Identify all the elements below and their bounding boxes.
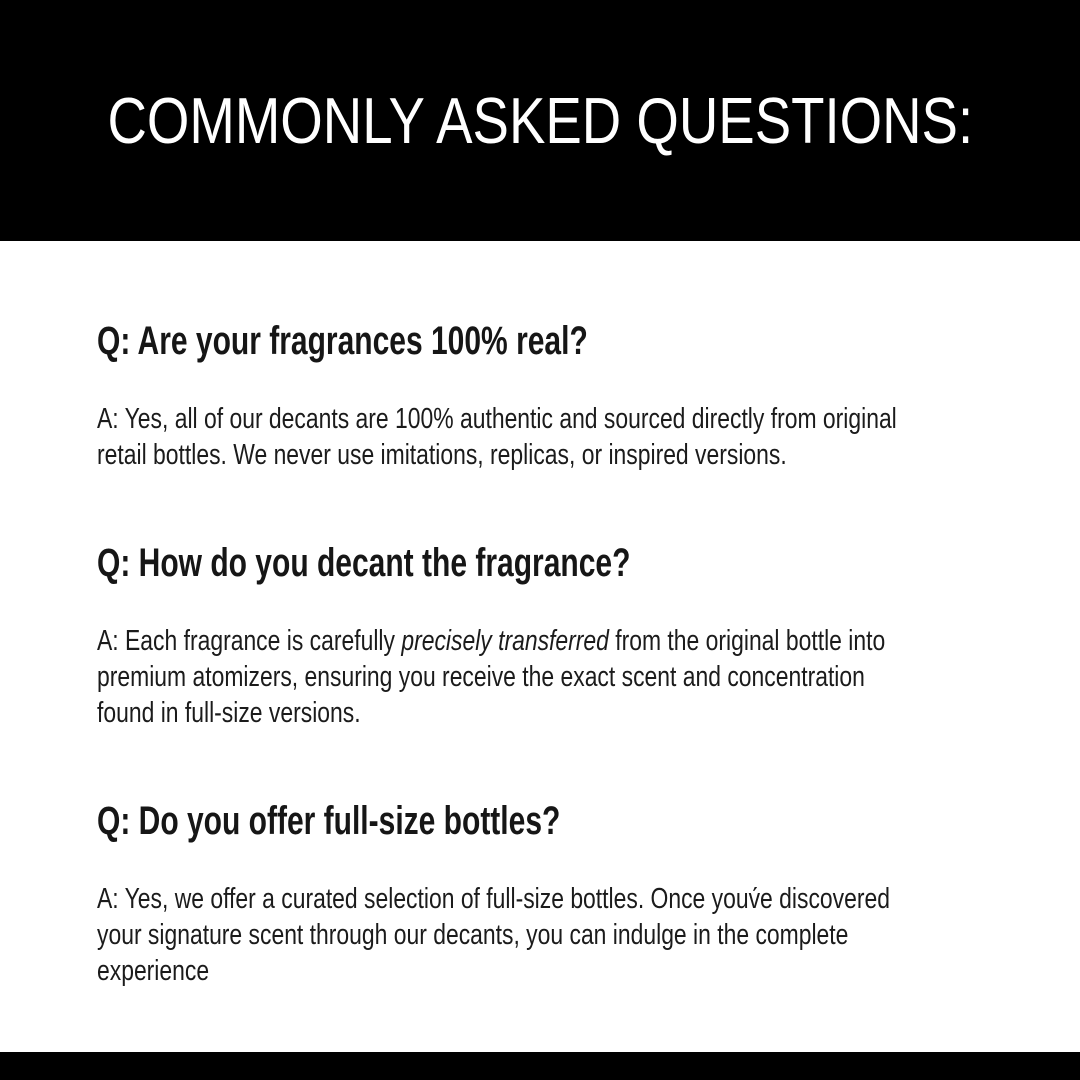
answer-line: A: Yes, we offer a curated selection of full-size bottles. Once youv́e discovered [97,883,890,915]
answer-paragraph [97,881,890,989]
faq-section-1 [97,321,1020,473]
answer-segment: from the original bottle into [608,625,886,657]
question-heading: Q: How do you decant the fragrance? [97,541,631,585]
faq-section-2 [97,543,1020,731]
answer-line [97,623,886,659]
answer-paragraph [97,401,897,473]
answer-line: your signature scent through our decants, you can indulge in the complete [97,919,849,951]
faq-section-3 [97,801,1020,989]
answer-line: found in full-size versions. [97,697,361,729]
faq-content [0,241,1080,1052]
page-title: COMMONLY ASKED QUESTIONS: [107,84,973,157]
answer-line: premium atomizers, ensuring you receive the exact scent and concentration [97,661,865,693]
header-band [0,0,1080,241]
footer-band [0,1052,1080,1080]
answer-segment-italic: precisely transferred [401,625,609,657]
question-heading: Q: Are your fragrances 100% real? [97,319,588,363]
answer-line: retail bottles. We never use imitations, replicas, or inspired versions. [97,439,787,471]
answer-line: A: Yes, all of our decants are 100% authentic and sourced directly from original [97,403,897,435]
answer-line: experience [97,955,210,987]
question-heading: Q: Do you offer full-size bottles? [97,799,561,843]
answer-paragraph [97,623,886,731]
answer-segment: A: Each fragrance is carefully [97,625,402,657]
